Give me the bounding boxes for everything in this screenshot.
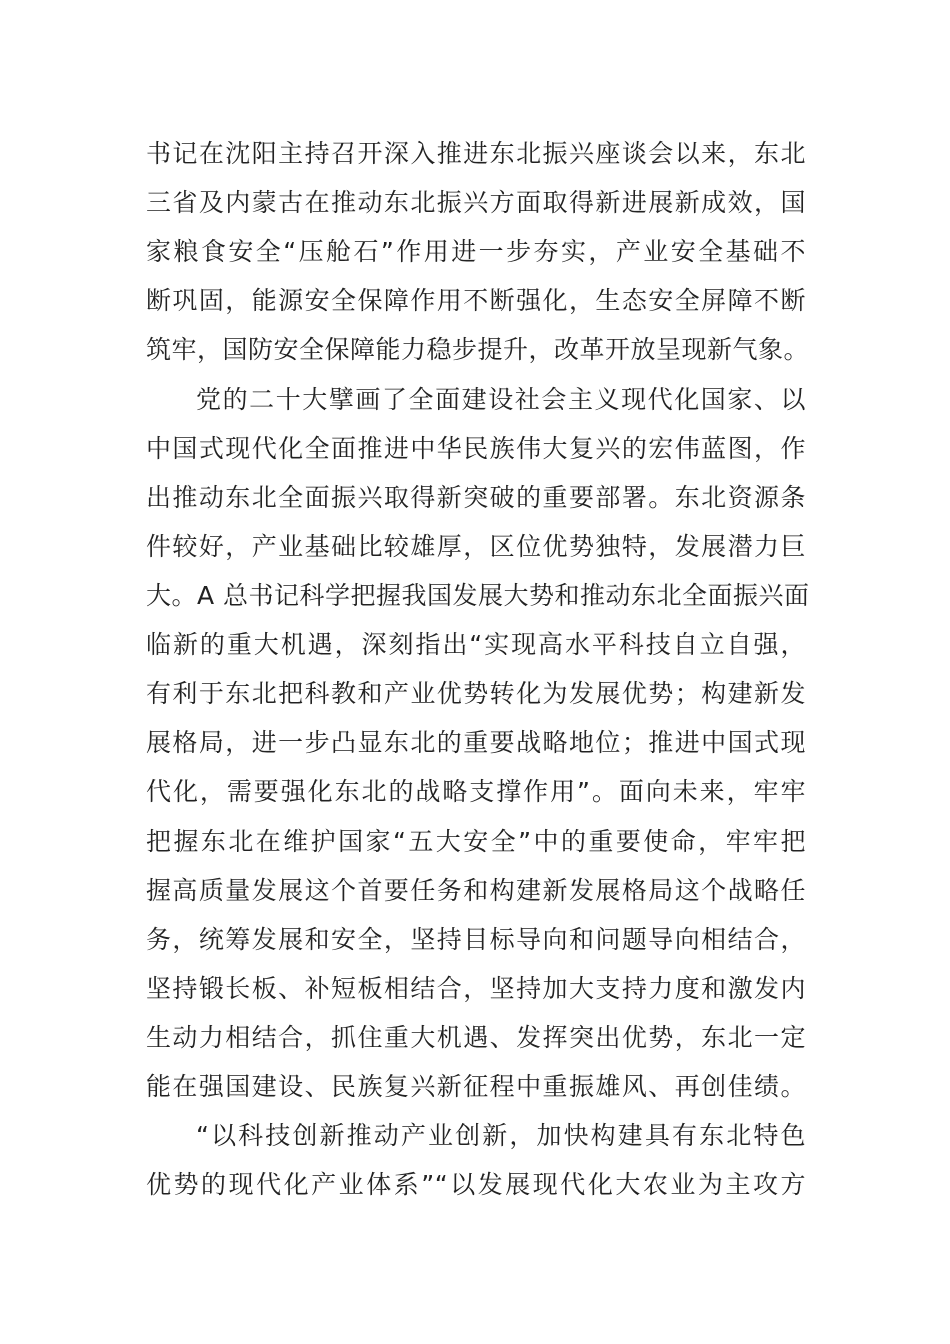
text-line: 断巩固，能源安全保障作用不断强化，生态安全屏障不断 <box>146 286 806 315</box>
text-line: 生动力相结合，抓住重大机遇、发挥突出优势，东北一定 <box>146 1023 806 1052</box>
text-line: 大。A 总书记科学把握我国发展大势和推动东北全面振兴面 <box>146 581 810 610</box>
text-line: 中国式现代化全面推进中华民族伟大复兴的宏伟蓝图，作 <box>146 434 806 463</box>
paragraph-start-line: “以科技创新推动产业创新，加快构建具有东北特色 <box>196 1121 806 1150</box>
text-line: 筑牢，国防安全保障能力稳步提升，改革开放呈现新气象。 <box>146 335 810 364</box>
text-line: 优势的现代化产业体系”“以发展现代化大农业为主攻方 <box>146 1170 806 1199</box>
text-line: 握高质量发展这个首要任务和构建新发展格局这个战略任 <box>146 876 806 905</box>
text-line: 把握东北在维护国家“五大安全”中的重要使命，牢牢把 <box>146 827 806 856</box>
text-line: 临新的重大机遇，深刻指出“实现高水平科技自立自强， <box>146 630 806 659</box>
text-line: 书记在沈阳主持召开深入推进东北振兴座谈会以来，东北 <box>146 139 806 168</box>
text-line: 展格局，进一步凸显东北的重要战略地位；推进中国式现 <box>146 728 806 757</box>
text-line: 出推动东北全面振兴取得新突破的重要部署。东北资源条 <box>146 483 806 512</box>
text-line: 坚持锻长板、补短板相结合，坚持加大支持力度和激发内 <box>146 974 806 1003</box>
text-line: 三省及内蒙古在推动东北振兴方面取得新进展新成效，国 <box>146 188 806 217</box>
text-line: 有利于东北把科教和产业优势转化为发展优势；构建新发 <box>146 679 806 708</box>
text-line: 能在强国建设、民族复兴新征程中重振雄风、再创佳绩。 <box>146 1072 806 1101</box>
text-line: 家粮食安全“压舱石”作用进一步夯实，产业安全基础不 <box>146 237 806 266</box>
text-line: 件较好，产业基础比较雄厚，区位优势独特，发展潜力巨 <box>146 532 806 561</box>
text-line: 代化，需要强化东北的战略支撑作用”。面向未来，牢牢 <box>146 777 806 806</box>
paragraph-start-line: 党的二十大擘画了全面建设社会主义现代化国家、以 <box>196 385 806 414</box>
text-line: 务，统筹发展和安全，坚持目标导向和问题导向相结合， <box>146 925 806 954</box>
